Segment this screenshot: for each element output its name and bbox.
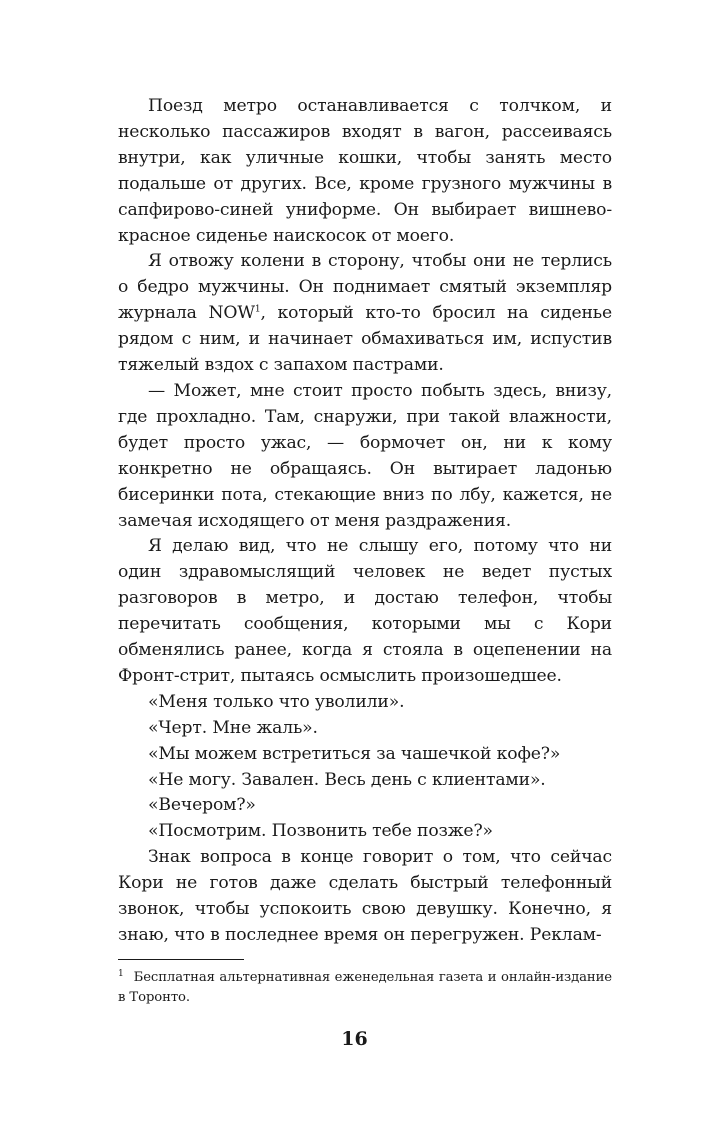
paragraph-3: — Может, мне стоит просто побыть здесь, внизу, где прохладно. Там, снаружи, при такой влажности, будет просто ужас, — бормочет он, ни к кому конкретно не обращаясь. Он вытирает ладонью бисеринки пота, стекающие вниз по лбу, кажется, не замечая исходящего от меня раздражения. [118, 380, 612, 531]
message-1: «Меня только что уволили». [148, 691, 405, 712]
footnote [118, 968, 612, 1007]
message-4: «Не могу. Завален. Весь день с клиентами». [148, 769, 546, 790]
main-text [118, 94, 612, 949]
message-6: «Посмотрим. Позвонить тебе позже?» [148, 821, 493, 842]
message-5: «Вечером?» [148, 795, 256, 816]
paragraph-1: Поезд метро останавливается с толчком, и несколько пассажиров входят в вагон, рассеиваясь внутри, как уличные кошки, чтобы занять место подальше от других. Все, кроме грузного мужчины в сапфирово-синей униформе. Он выбирает вишнево-красное сиденье наискосок от моего. [118, 96, 612, 246]
footnote-text: Бесплатная альтернативная еженедельная газета и онлайн-издание в Торонто. [118, 970, 612, 1005]
page-body [118, 94, 612, 949]
paragraph-2-end: , который кто-то бросил на сиденье рядом с ним, и начинает обмахиваться им, испустив тяжелый вздох с запахом пастрами. [118, 303, 613, 376]
paragraph-5: Знак вопроса в конце говорит о том, что сейчас Кори не готов даже сделать быстрый телефонный звонок, чтобы успокоить свою девушку. Конечно, я знаю, что в последнее время он перегружен. Реклам- [118, 847, 612, 945]
message-3: «Мы можем встретиться за чашечкой кофе?» [148, 743, 561, 764]
page-number: 16 [341, 1028, 368, 1050]
footnote-mark: 1 [118, 968, 124, 979]
paragraph-4: Я делаю вид, что не слышу его, потому что ни один здравомыслящий человек не ведет пустых разговоров в метро, и достаю телефон, чтобы перечитать сообщения, которыми мы с Кори обменялись ранее, когда я стояла в оцепенении на Фронт-стрит, пытаясь осмыслить произошедшее. [118, 536, 612, 686]
paragraph-2-start: Я отвожу колени в сторону, чтобы они не терлись о бедро мужчины. Он поднимает смятый экземпляр журнала NOW [118, 251, 612, 324]
footnote-reference: 1 [254, 304, 261, 315]
footnote-divider [118, 959, 244, 960]
message-2: «Черт. Мне жаль». [148, 717, 318, 738]
paragraph-2 [118, 249, 612, 379]
